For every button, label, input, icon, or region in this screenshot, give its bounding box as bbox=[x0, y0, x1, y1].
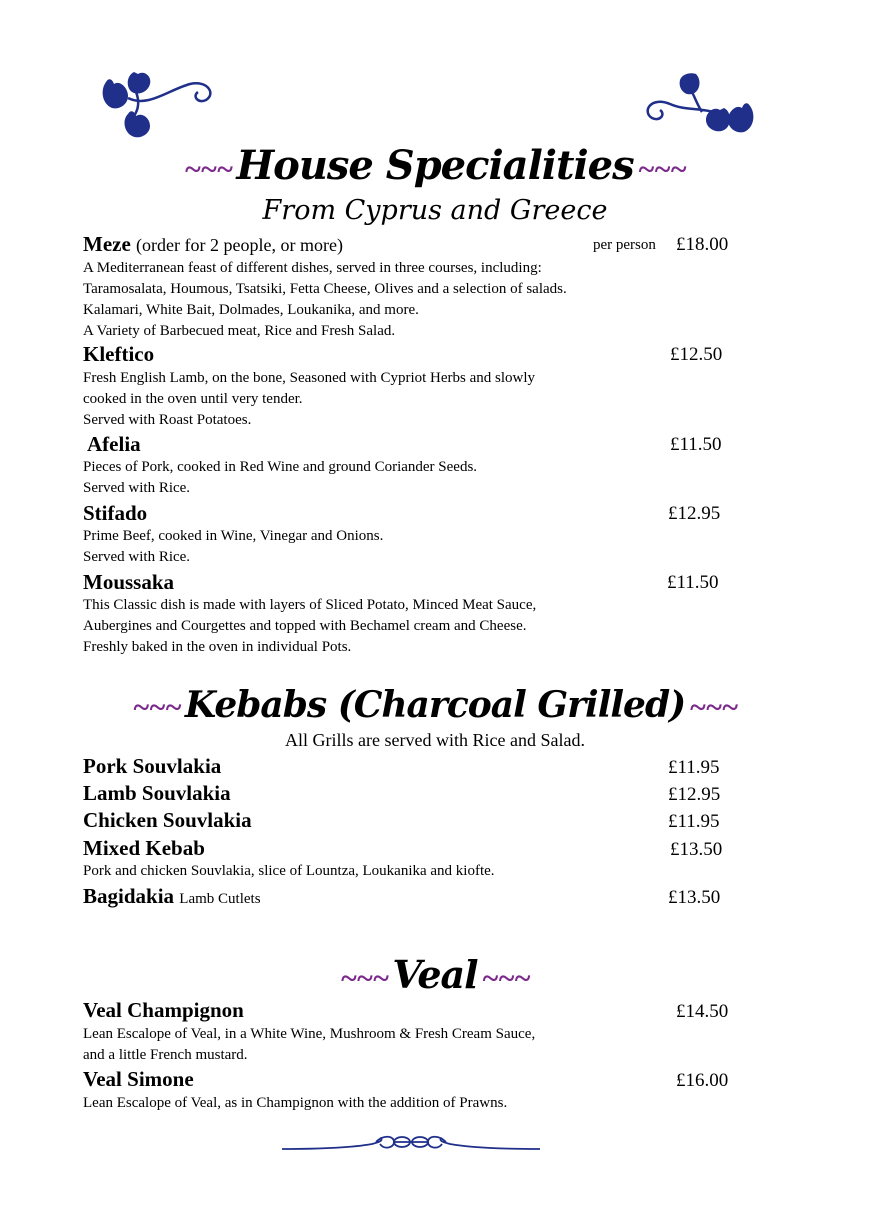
menu-item-name: Lamb Souvlakia bbox=[83, 781, 231, 805]
menu-item-name: Chicken Souvlakia bbox=[83, 808, 252, 832]
scroll-divider bbox=[280, 1132, 542, 1156]
menu-item-description: This Classic dish is made with layers of Sliced Potato, Minced Meat Sauce, Aubergines and Courgettes and topped with Bechamel cream and Cheese. Freshly baked in the oven in individual Pots. bbox=[83, 597, 537, 655]
menu-item-description: Lean Escalope of Veal, as in Champignon with the addition of Prawns. bbox=[83, 1095, 508, 1111]
section-title-house bbox=[0, 142, 870, 189]
menu-item-price: £18.00 bbox=[676, 234, 729, 255]
section-title-veal bbox=[0, 952, 870, 997]
menu-item-price: £11.95 bbox=[668, 757, 720, 778]
tilde-right: ~~~ bbox=[689, 691, 738, 724]
kebabs-title: Kebabs (Charcoal Grilled) bbox=[184, 684, 686, 726]
tilde-right: ~~~ bbox=[637, 153, 686, 186]
tilde-left: ~~~ bbox=[132, 691, 181, 724]
veal-title: Veal bbox=[392, 952, 478, 997]
menu-item-description: Fresh English Lamb, on the bone, Seasoned with Cypriot Herbs and slowly cooked in the oven until very tender. Served with Roast Potatoes. bbox=[83, 370, 536, 428]
menu-item-price: £11.50 bbox=[670, 434, 722, 455]
menu-item-name: Mixed Kebab bbox=[83, 836, 205, 860]
menu-item-price: £12.50 bbox=[670, 344, 723, 365]
menu-item-description: Prime Beef, cooked in Wine, Vinegar and Onions. Served with Rice. bbox=[83, 528, 384, 565]
menu-item-description: Lean Escalope of Veal, in a White Wine, Mushroom & Fresh Cream Sauce, and a little French mustard. bbox=[83, 1026, 536, 1063]
menu-item-price: £11.50 bbox=[667, 572, 719, 593]
tilde-left: ~~~ bbox=[340, 962, 389, 995]
tilde-right: ~~~ bbox=[481, 962, 530, 995]
menu-item-name: Meze (order for 2 people, or more) bbox=[83, 232, 343, 256]
meze-note: (order for 2 people, or more) bbox=[136, 235, 343, 255]
menu-item-price: £12.95 bbox=[668, 503, 721, 524]
section-subtitle: From Cyprus and Greece bbox=[262, 195, 608, 226]
vine-leaf-ornament-left bbox=[98, 70, 218, 142]
per-person-label: per person bbox=[593, 237, 656, 253]
menu-item-name: Moussaka bbox=[83, 570, 175, 594]
house-title: House Specialities bbox=[236, 142, 634, 189]
menu-item-name: Stifado bbox=[83, 501, 148, 525]
vine-leaf-ornament-right bbox=[638, 72, 758, 144]
section-title-kebabs bbox=[0, 684, 870, 726]
menu-item-name: Afelia bbox=[87, 432, 141, 456]
menu-item-price: £12.95 bbox=[668, 784, 721, 805]
menu-item-name: Bagidakia Lamb Cutlets bbox=[83, 884, 261, 908]
menu-item-description: A Mediterranean feast of different dishes, served in three courses, including: Taramosalata, Houmous, Tsatsiki, Fetta Cheese, Olives and a selection of salads. Kalamari, White Bait, Dolmades, Loukanika, and more. A Variety of Barbecued meat, Rice and Fresh Salad. bbox=[83, 260, 567, 339]
menu-item-price: £13.50 bbox=[668, 887, 721, 908]
kebabs-intro: All Grills are served with Rice and Salad. bbox=[285, 730, 585, 750]
menu-item-name: Pork Souvlakia bbox=[83, 754, 222, 778]
menu-item-description: Pieces of Pork, cooked in Red Wine and ground Coriander Seeds. Served with Rice. bbox=[83, 459, 478, 496]
menu-item-price: £14.50 bbox=[676, 1001, 729, 1022]
menu-item-description: Pork and chicken Souvlakia, slice of Lountza, Loukanika and kiofte. bbox=[83, 863, 495, 879]
bagidakia-note: Lamb Cutlets bbox=[179, 891, 261, 907]
menu-item-price: £11.95 bbox=[668, 811, 720, 832]
menu-item-price: £13.50 bbox=[670, 839, 723, 860]
menu-item-name: Kleftico bbox=[83, 342, 155, 366]
menu-item-name: Veal Simone bbox=[83, 1067, 194, 1091]
tilde-left: ~~~ bbox=[184, 153, 233, 186]
menu-item-name: Veal Champignon bbox=[83, 998, 244, 1022]
menu-item-price: £16.00 bbox=[676, 1070, 729, 1091]
